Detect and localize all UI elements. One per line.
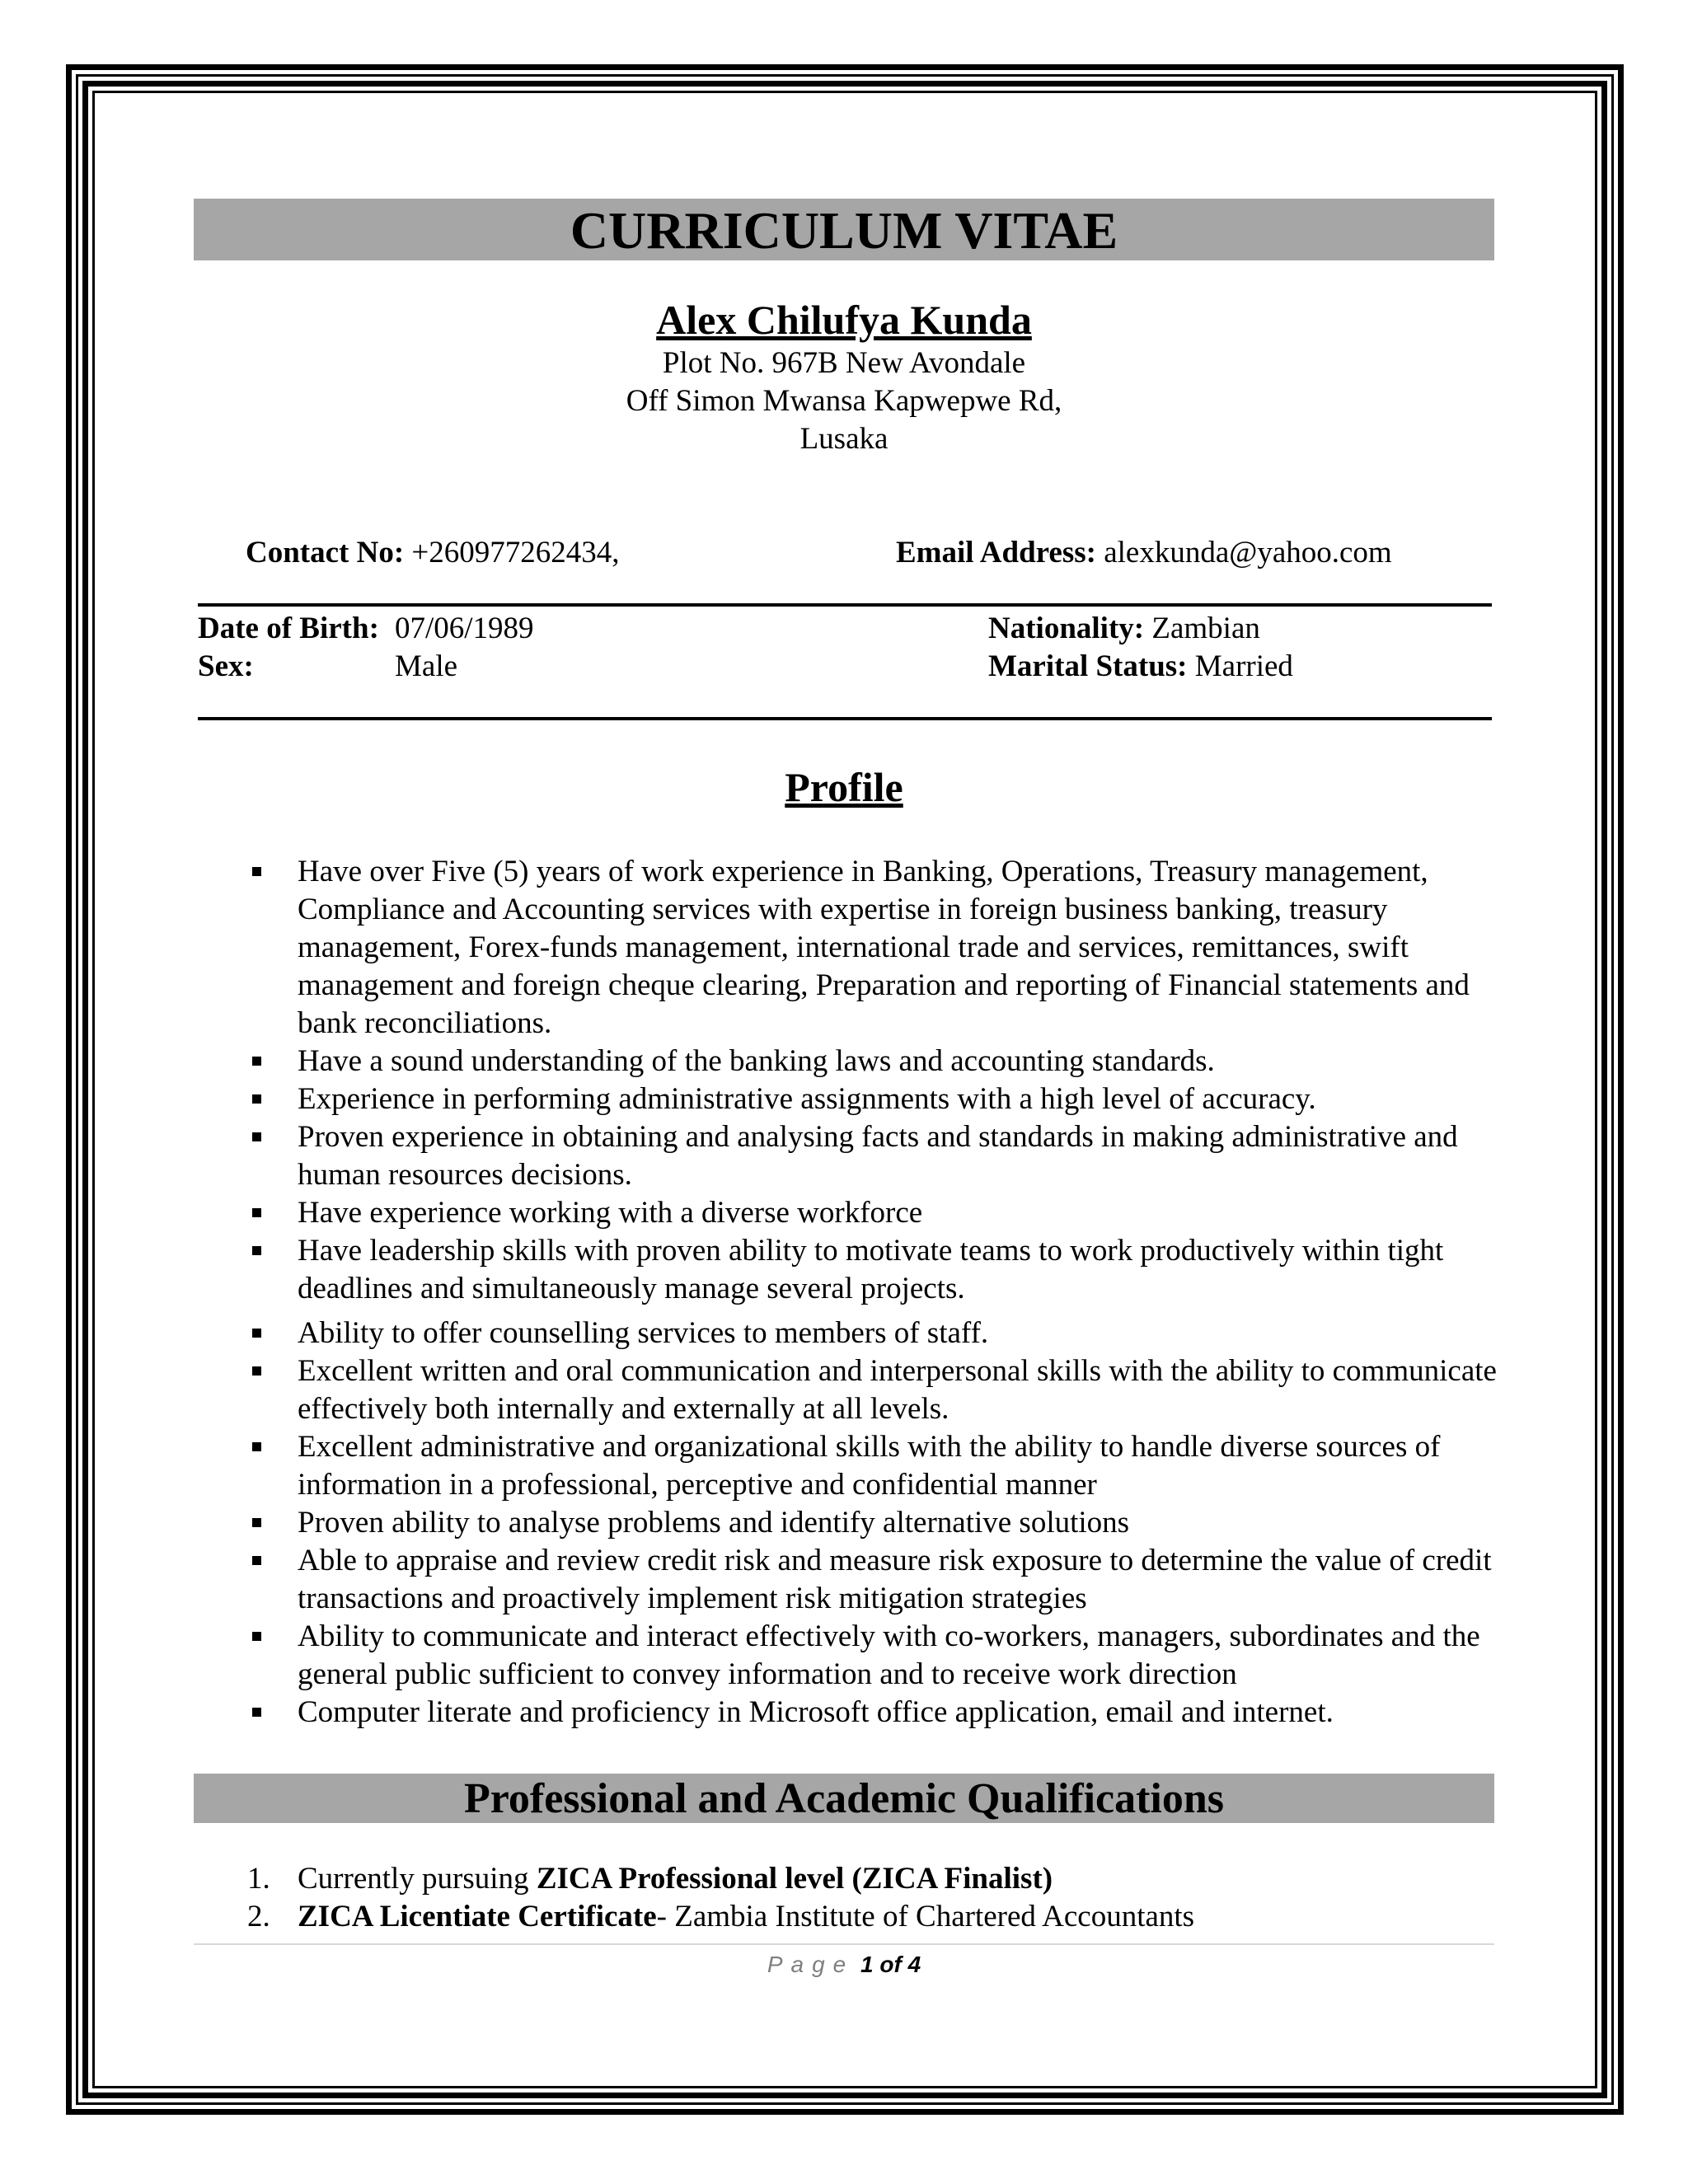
- list-item: Excellent administrative and organizational skills with the ability to handle diverse sources of information in a professional, perceptive and confidential manner: [247, 1428, 1500, 1504]
- bullet-square-icon: [252, 1632, 261, 1641]
- address-line-1: Plot No. 967B New Avondale: [662, 346, 1026, 380]
- nationality-value: Zambian: [1151, 612, 1260, 645]
- list-item: Have over Five (5) years of work experience in Banking, Operations, Treasury management, Compliance and Accounting services with expertise in foreign business banking, treasury management, Forex-funds management, international trade and services, remittances, swift management and foreign cheque clearing, Preparation and reporting of Financial statements and bank reconciliations.: [247, 853, 1500, 1043]
- list-number: 2.: [247, 1900, 270, 1933]
- bullet-square-icon: [252, 1329, 261, 1338]
- list-item: 1. Currently pursuing ZICA Professional level (ZICA Finalist): [247, 1860, 1500, 1898]
- bullet-square-icon: [252, 1246, 261, 1255]
- profile-heading: Profile: [785, 764, 903, 810]
- marital-label: Marital Status:: [988, 649, 1188, 683]
- sex-label: Sex:: [198, 649, 254, 683]
- bullet-square-icon: [252, 1094, 261, 1104]
- bullet-square-icon: [252, 867, 261, 876]
- list-item: Have experience working with a diverse workforce: [247, 1194, 1500, 1232]
- bullet-square-icon: [252, 1366, 261, 1376]
- contact-email-value: alexkunda@yahoo.com: [1104, 536, 1392, 569]
- bullet-square-icon: [252, 1556, 261, 1565]
- list-number: 1.: [247, 1862, 270, 1896]
- nationality-label: Nationality:: [988, 612, 1145, 645]
- contact-phone-label: Contact No:: [246, 536, 405, 569]
- footer-divider: [194, 1943, 1494, 1945]
- page-label: Page: [767, 1952, 855, 1977]
- marital-value: Married: [1194, 649, 1293, 683]
- document-title: CURRICULUM VITAE: [194, 199, 1494, 260]
- dob-value: 07/06/1989: [395, 612, 534, 645]
- list-item: 2. ZICA Licentiate Certificate- Zambia Institute of Chartered Accountants: [247, 1898, 1500, 1936]
- bullet-square-icon: [252, 1708, 261, 1717]
- list-item: Excellent written and oral communication and interpersonal skills with the ability to communicate effectively both internally and externally at all levels.: [247, 1352, 1500, 1428]
- list-item: Proven experience in obtaining and analysing facts and standards in making administrative and human resources decisions.: [247, 1118, 1500, 1194]
- bullet-square-icon: [252, 1518, 261, 1527]
- divider-top: [198, 603, 1492, 607]
- list-item: Computer literate and proficiency in Microsoft office application, email and internet.: [247, 1694, 1500, 1732]
- profile-list: [247, 853, 1500, 1732]
- candidate-name: Alex Chilufya Kunda: [656, 297, 1032, 343]
- list-item: Have a sound understanding of the banking laws and accounting standards.: [247, 1043, 1500, 1080]
- address-line-2: Off Simon Mwansa Kapwepwe Rd,: [626, 384, 1062, 418]
- contact-email: [896, 534, 1392, 572]
- page-footer: [194, 1950, 1494, 1980]
- nationality: [988, 610, 1260, 648]
- list-item: Experience in performing administrative assignments with a high level of accuracy.: [247, 1080, 1500, 1118]
- list-item: Ability to communicate and interact effectively with co-workers, managers, subordinates and the general public sufficient to convey information and to receive work direction: [247, 1618, 1500, 1694]
- bullet-square-icon: [252, 1208, 261, 1217]
- list-item: Able to appraise and review credit risk and measure risk exposure to determine the value of credit transactions and proactively implement risk mitigation strategies: [247, 1542, 1500, 1618]
- contact-phone-value: +260977262434,: [411, 536, 620, 569]
- page-number: 1 of 4: [860, 1952, 921, 1977]
- qualifications-heading: Professional and Academic Qualifications: [194, 1774, 1494, 1823]
- list-item: Have leadership skills with proven ability to motivate teams to work productively within tight deadlines and simultaneously manage several projects.: [247, 1232, 1500, 1308]
- contact-email-label: Email Address:: [896, 536, 1096, 569]
- list-item: Ability to offer counselling services to members of staff.: [247, 1315, 1500, 1352]
- address-line-3: Lusaka: [799, 422, 889, 456]
- qualifications-list: [247, 1860, 1500, 1936]
- bullet-square-icon: [252, 1442, 261, 1451]
- divider-bottom: [198, 717, 1492, 720]
- bullet-square-icon: [252, 1057, 261, 1066]
- dob-label: Date of Birth:: [198, 612, 379, 645]
- sex-value: Male: [395, 649, 458, 683]
- marital-status: [988, 648, 1293, 686]
- contact-phone: [246, 534, 620, 572]
- list-item: Proven ability to analyse problems and identify alternative solutions: [247, 1504, 1500, 1542]
- bullet-square-icon: [252, 1132, 261, 1141]
